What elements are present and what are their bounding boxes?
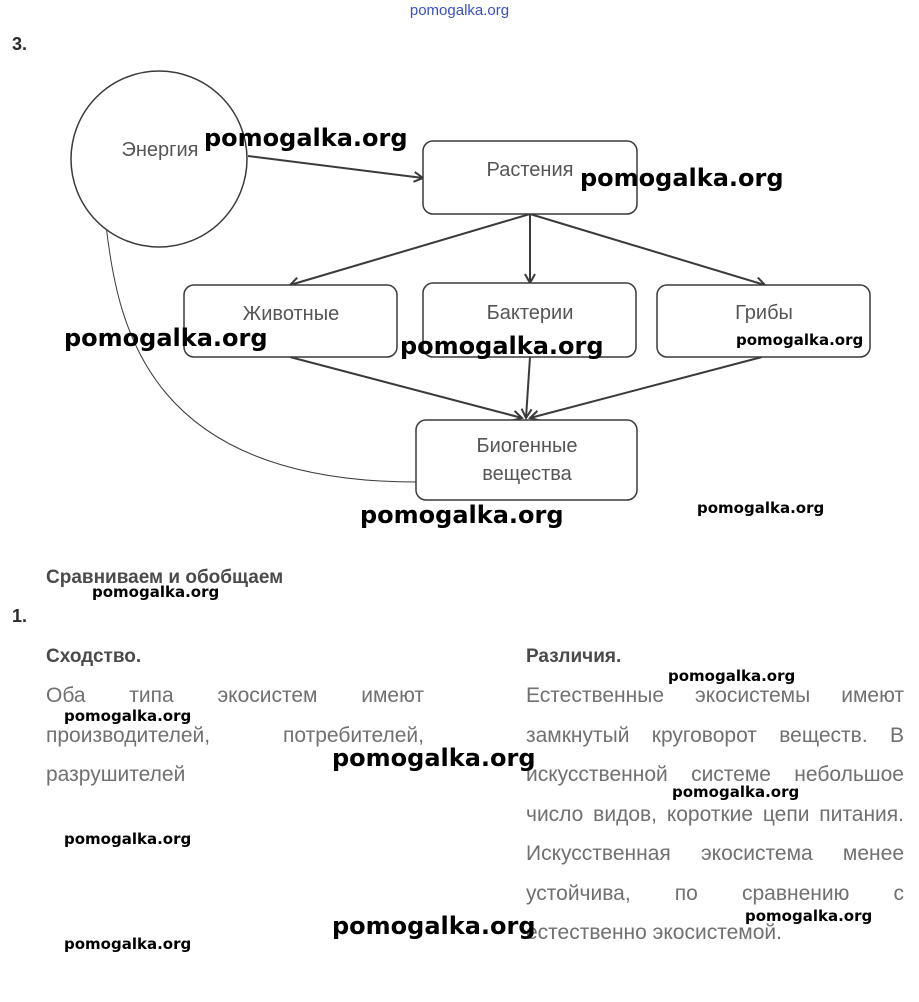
watermark: pomogalka.org [64,324,268,352]
biogenic-label-line2: вещества [482,463,572,485]
arrow-animals-to-biogenic [290,357,522,418]
arrow-bacteria-to-biogenic [526,357,530,418]
watermark: pomogalka.org [332,912,536,940]
bacteria-label: Бактерии [486,302,574,324]
watermark: pomogalka.org [64,935,192,953]
arrow-fungi-to-biogenic [530,357,762,418]
task-1-number: 1. [12,606,28,626]
biogenic-label-line1: Биогенные [476,435,578,457]
arrow-energy-to-plants [248,156,423,178]
watermark: pomogalka.org [92,583,220,601]
arrow-plants-to-animals [290,214,530,285]
task-3-number: 3. [12,34,28,54]
watermark: pomogalka.org [64,707,192,725]
section-title: Сравниваем и обобщаем [46,567,284,588]
watermark: pomogalka.org [745,907,873,925]
site-header-link[interactable]: pomogalka.org [409,2,510,19]
fungi-label: Грибы [735,302,793,324]
watermark: pomogalka.org [668,667,796,685]
watermark: pomogalka.org [697,499,825,517]
watermark: pomogalka.org [204,124,408,152]
watermark: pomogalka.org [360,501,564,529]
biogenic-node [416,420,637,500]
differences-text: Естественные экосистемы имеют замкнутый круговорот веществ. В искусственной системе небольшое число видов, короткие цепи питания. Искусственная экосистема менее устойчива, по сравнению с естественно экосистемой. [526,684,904,944]
watermark: pomogalka.org [64,830,192,848]
differences-heading: Различия. [526,646,622,667]
watermark: pomogalka.org [736,331,864,349]
arrow-plants-to-fungi [530,214,765,285]
watermark: pomogalka.org [332,744,536,772]
watermark: pomogalka.org [672,783,800,801]
watermark: pomogalka.org [580,164,784,192]
energy-label: Энергия [121,139,199,161]
similarity-text: Оба типа экосистем имеют производителей, потребителей, разрушителей [46,684,424,786]
plants-label: Растения [486,159,574,181]
similarity-heading: Сходство. [46,646,142,667]
animals-label: Животные [242,303,340,325]
watermark: pomogalka.org [400,332,604,360]
